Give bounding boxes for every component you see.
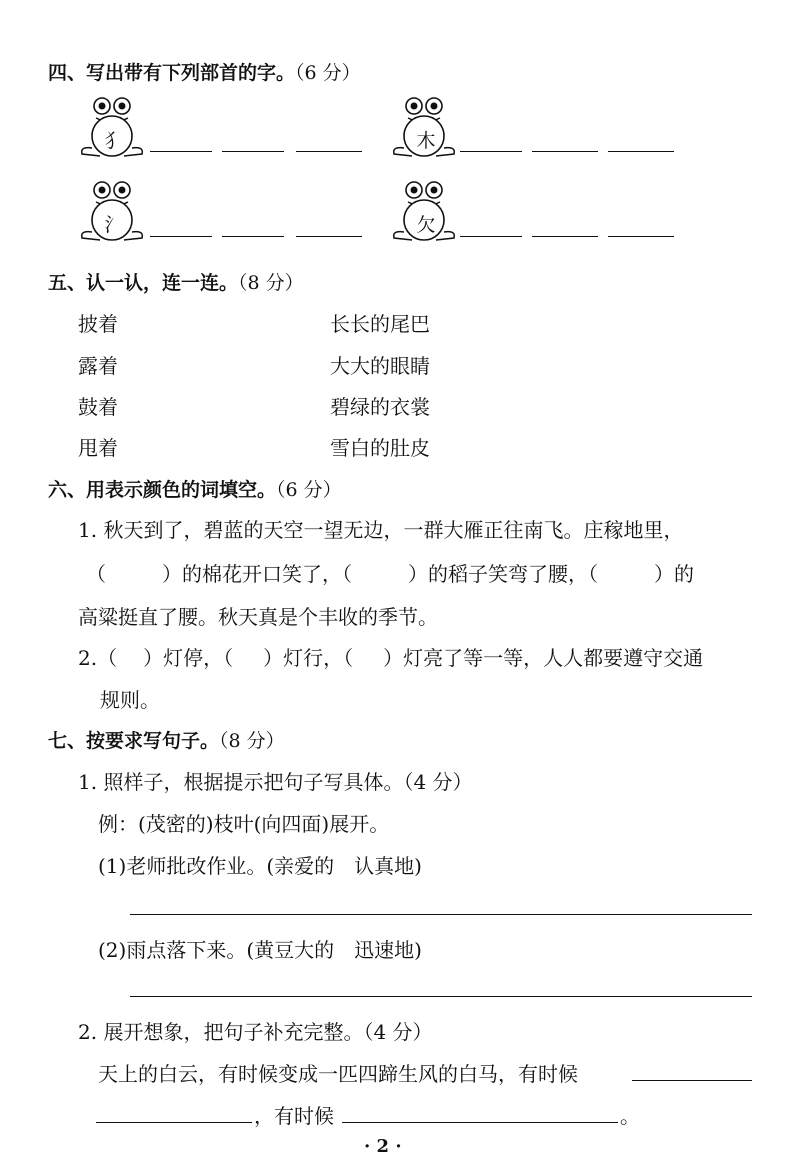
match-right-item[interactable]: 雪白的肚皮 (330, 436, 430, 460)
text-segment: ）灯停，（ (143, 646, 234, 670)
match-right-item[interactable]: 长长的尾巴 (330, 312, 430, 336)
section7-heading (48, 726, 285, 753)
text-segment: ）的棉花开口笑了，（ (162, 562, 352, 586)
answer-blank[interactable] (532, 236, 598, 237)
answer-blank[interactable] (460, 151, 522, 152)
section4-title: 四、写出带有下列部首的字。 (48, 62, 296, 84)
answer-blank[interactable] (222, 236, 284, 237)
q6-2-line2: 规则。 (100, 688, 160, 712)
section6-score: （6 分） (276, 479, 342, 501)
match-left-item[interactable]: 披着 (78, 312, 118, 336)
q6-1-line2 (86, 558, 694, 587)
answer-line[interactable] (130, 996, 752, 997)
section7-score: （8 分） (219, 730, 285, 752)
match-right-item[interactable]: 大大的眼睛 (330, 354, 430, 378)
match-left-item[interactable]: 露着 (78, 354, 118, 378)
q7-2-line1: 天上的白云，有时候变成一匹四蹄生风的白马，有时候 (98, 1062, 578, 1086)
answer-blank[interactable] (608, 151, 674, 152)
radical-char: 欠 (416, 214, 436, 236)
q6-2-line1 (78, 642, 703, 671)
answer-blank[interactable] (96, 1122, 252, 1123)
section6-heading (48, 475, 342, 502)
paren-open: （ (86, 562, 106, 586)
answer-blank[interactable] (296, 236, 362, 237)
q7-2-title: 2. 展开想象，把句子补充完整。（4 分） (78, 1020, 433, 1044)
q7-1-sub2: (2)雨点落下来。(黄豆大的 迅速地) (98, 938, 422, 962)
q7-2-line2-end: 。 (620, 1104, 640, 1128)
match-left-item[interactable]: 鼓着 (78, 395, 118, 419)
answer-blank[interactable] (632, 1080, 752, 1081)
q6-1-line1: 1. 秋天到了，碧蓝的天空一望无边，一群大雁正往南飞。庄稼地里， (78, 518, 684, 542)
frog-icon (78, 96, 148, 162)
match-right-item[interactable]: 碧绿的衣裳 (330, 395, 430, 419)
q6-1-line3: 高粱挺直了腰。秋天真是个丰收的季节。 (78, 605, 438, 629)
section6-title: 六、用表示颜色的词填空。 (48, 479, 277, 501)
answer-blank[interactable] (608, 236, 674, 237)
answer-blank[interactable] (150, 151, 212, 152)
text-segment: ）的 (654, 562, 694, 586)
frog-icon (390, 180, 460, 246)
text-segment: 2.（ (78, 646, 118, 670)
q7-2-line2-text: ，有时候 (254, 1104, 334, 1128)
section5-score: （8 分） (238, 272, 304, 294)
frog-icon (78, 180, 148, 246)
answer-blank[interactable] (532, 151, 598, 152)
answer-blank[interactable] (342, 1122, 618, 1123)
answer-blank[interactable] (296, 151, 362, 152)
answer-blank[interactable] (150, 236, 212, 237)
q7-1-sub1: (1)老师批改作业。(亲爱的 认真地) (98, 854, 422, 878)
text-segment: ）灯亮了等一等，人人都要遵守交通 (383, 646, 704, 670)
answer-blank[interactable] (460, 236, 522, 237)
section5-title: 五、认一认，连一连。 (48, 272, 239, 294)
frog-icon (390, 96, 460, 162)
section7-title: 七、按要求写句子。 (48, 730, 220, 752)
text-segment: ）灯行，（ (263, 646, 354, 670)
radical-char: 氵 (104, 214, 124, 236)
section4-heading (48, 58, 361, 85)
match-left-item[interactable]: 甩着 (78, 436, 118, 460)
text-segment: ）的稻子笑弯了腰，（ (408, 562, 598, 586)
q7-1-example: 例：(茂密的)枝叶(向四面)展开。 (98, 812, 390, 836)
section5-heading (48, 268, 304, 295)
page-number: · 2 · (364, 1136, 402, 1157)
section4-score: （6 分） (295, 62, 361, 84)
radical-char: 木 (416, 130, 436, 152)
radical-char: 犭 (104, 130, 124, 152)
answer-blank[interactable] (222, 151, 284, 152)
q7-1-title: 1. 照样子，根据提示把句子写具体。（4 分） (78, 770, 473, 794)
answer-line[interactable] (130, 914, 752, 915)
